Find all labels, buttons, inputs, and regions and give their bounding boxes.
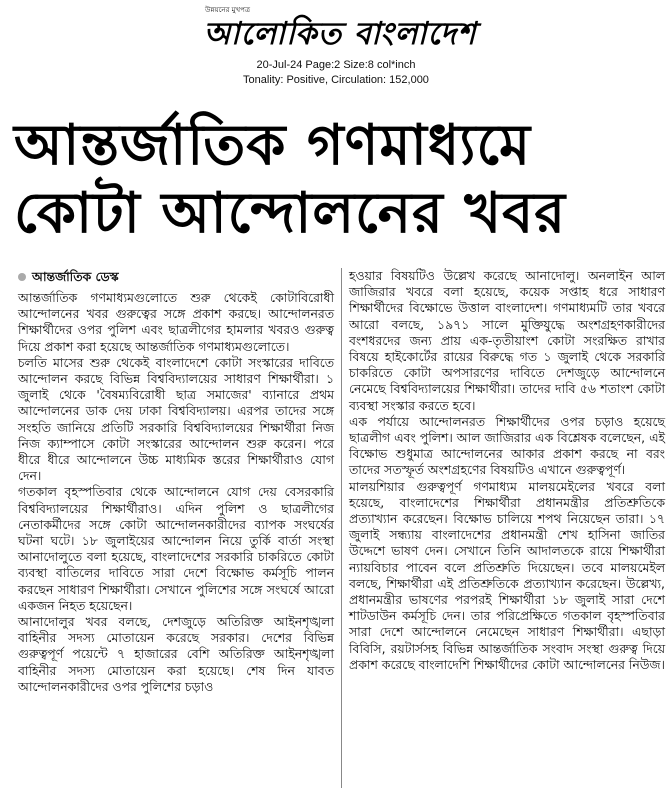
headline [14, 112, 664, 248]
paragraph: আন্তর্জাতিক গণমাধ্যমগুলোতে শুরু থেকেই কোটাবিরোধী আন্দোলনের খবর গুরুত্বের সঙ্গে প্রকাশ করছে। আন্দোলনরত শিক্ষার্থীদের ওপর পুলিশ এবং ছাত্রলীগের হামলার খবরও গুরুত্ব দিয়ে প্রকাশ করা হয়েছে আন্তর্জাতিক গণমাধ্যমগুলোতে। [18, 290, 334, 354]
paragraph: গতকাল বৃহস্পতিবার থেকে আন্দোলনে যোগ দেয় বেসরকারি বিশ্ববিদ্যালয়ের শিক্ষার্থীরাও। এদিন পুলিশ ও ছাত্রলীগের নেতাকর্মীদের সঙ্গে কোটা আন্দোলনকারীদের ব্যাপক সংঘর্ষের ঘটনা ঘটে। ১৮ জুলাইয়ের আন্দোলন নিয়ে তুর্কি বার্তা সংস্থা আনাদোলুতে বলা হয়েছে, বাংলাদেশের সরকারি চাকরিতে কোটা ব্যবস্থা বাতিলের দাবিতে সারা দেশে বিক্ষোভ কর্মসূচি পালন করছেন সাধারণ শিক্ষার্থীরা। সেখানে পুলিশের সঙ্গে সংঘর্ষে আরো একজন নিহত হয়েছেন। [18, 484, 334, 613]
clipping-meta [0, 58, 672, 88]
newspaper-name: আলোকিত বাংলাদেশ [203, 16, 477, 52]
paragraph: হওয়ার বিষয়টিও উল্লেখ করেছে আনাদোলু। অনলাইন আল জাজিরার খবরে বলা হয়েছে, কয়েক সপ্তাহ ধরে সাধারণ শিক্ষার্থীদের বিক্ষোভে উত্তাল বাংলাদেশ। গণমাধ্যমটি তার খবরে আরো বলছে, ১৯৭১ সালে মুক্তিযুদ্ধে অংশগ্রহণকারীদের বংশধরদের জন্য প্রায় এক-তৃতীয়াংশ কোটা সংরক্ষিত রাখার বিষয়ে হাইকোর্টের রায়ের বিরুদ্ধে গত ১ জুলাই থেকে সরকারি চাকরিতে কোটা অপসারণের দাবিতে দেশজুড়ে আন্দোলনে নেমেছে বিশ্ববিদ্যালয়ের শিক্ষার্থীরা। তাদের দাবি ৫৬ শতাংশ কোটা ব্যবস্থা সংস্কার করতে হবে। [349, 268, 665, 413]
byline-text: আন্তর্জাতিক ডেস্ক [32, 268, 119, 284]
byline [18, 268, 334, 286]
meta-line-2: Tonality: Positive, Circulation: 152,000 [243, 74, 429, 86]
paragraph: চলতি মাসের শুরু থেকেই বাংলাদেশে কোটা সংস্কারের দাবিতে আন্দোলন করছে বিভিন্ন বিশ্ববিদ্যালয়ের সাধারণ শিক্ষার্থীরা। ১ জুলাই থেকে 'বৈষম্যবিরোধী ছাত্র সমাজের' ব্যানারে প্রথম আন্দোলনের ডাক দেয় ঢাকা বিশ্ববিদ্যালয়। এরপর তাদের সঙ্গে সংহতি জানিয়ে প্রতিটি সরকারি বিশ্ববিদ্যালয়ের শিক্ষার্থীরা নিজ নিজ ক্যাম্পাসে কোটা সংস্কারের আন্দোলন শুরু করেন। পরে ধীরে ধীরে আন্দোলনে উচ্চ মাধ্যমিক স্তরের শিক্ষার্থীরাও যোগ দেন। [18, 354, 334, 484]
paragraph: আনাদোলুর খবর বলছে, দেশজুড়ে অতিরিক্ত আইনশৃঙ্খলা বাহিনীর সদস্য মোতায়েন করেছে সরকার। দেশের বিভিন্ন গুরুত্বপূর্ণ পয়েন্টে ৭ হাজারের বেশি অতিরিক্ত আইনশৃঙ্খলা বাহিনীর সদস্য মোতায়েন করা হয়েছে। শেষ দিন যাবত আন্দোলনকারীদের ওপর পুলিশের চড়াও [18, 614, 334, 694]
masthead-tagline: উন্নয়নের মুখপত্র [205, 6, 251, 14]
article-column-left [18, 268, 334, 695]
meta-line-1: 20-Jul-24 Page:2 Size:8 col*inch [256, 59, 416, 71]
column-divider [341, 268, 342, 788]
headline-line-1: আন্তর্জাতিক গণমাধ্যমে [14, 113, 532, 178]
paragraph: এক পর্যায়ে আন্দোলনরত শিক্ষার্থীদের ওপর চড়াও হয়েছে ছাত্রলীগ এবং পুলিশ। আল জাজিরার এক বিশ্লেষক বলেছেন, এই বিক্ষোভ শুধুমাত্র আন্দোলনের আকার প্রকাশ করছে না বরং তাদের সতস্ফূর্ত অংশগ্রহণের বিষয়টিও এখানে গুরুত্বপূর্ণ। [349, 413, 665, 478]
article-column-right [349, 268, 665, 673]
paragraph: মালয়শিয়ার গুরুত্বপূর্ণ গণমাধ্যম মালয়মেইলের খবরে বলা হয়েছে, বাংলাদেশের শিক্ষার্থীরা প্রধানমন্ত্রীর প্রতিশ্রুতিকে প্রত্যাখ্যান করেছেন। বিক্ষোভ চালিয়ে শপথ নিয়েছেন তারা। ১৭ জুলাই সন্ধ্যায় বাংলাদেশের প্রধানমন্ত্রী শেখ হাসিনা জাতির উদ্দেশে ভাষণ দেন। সেখানে তিনি আদালতকে রায়ে শিক্ষার্থীরা ন্যায়বিচার পাবেন বলে প্রতিশ্রুতি দিয়েছেন। তবে মালয়মেইল বলছে, শিক্ষার্থীরা এই প্রতিশ্রুতিকে প্রত্যাখ্যান করেছেন। উল্লেখ্য, প্রধানমন্ত্রীর ভাষণের পরপরই শিক্ষার্থীরা ১৮ জুলাই সারা দেশে শাটডাউন কর্মসূচি দেন। তার পরিপ্রেক্ষিতে গতকাল বৃহস্পতিবার সারা দেশে আন্দোলনে নেমেছেন সাধারণ শিক্ষার্থীরা। এছাড়া বিবিসি, রয়টার্সসহ বিভিন্ন আন্তর্জাতিক সংবাদ সংস্থা গুরুত্ব দিয়ে প্রকাশ করেছে বাংলাদেশি শিক্ষার্থীদের কোটা আন্দোলনের নিউজ। [349, 478, 665, 672]
bullet-icon [18, 273, 26, 281]
headline-line-2: কোটা আন্দোলনের খবর [14, 181, 567, 246]
